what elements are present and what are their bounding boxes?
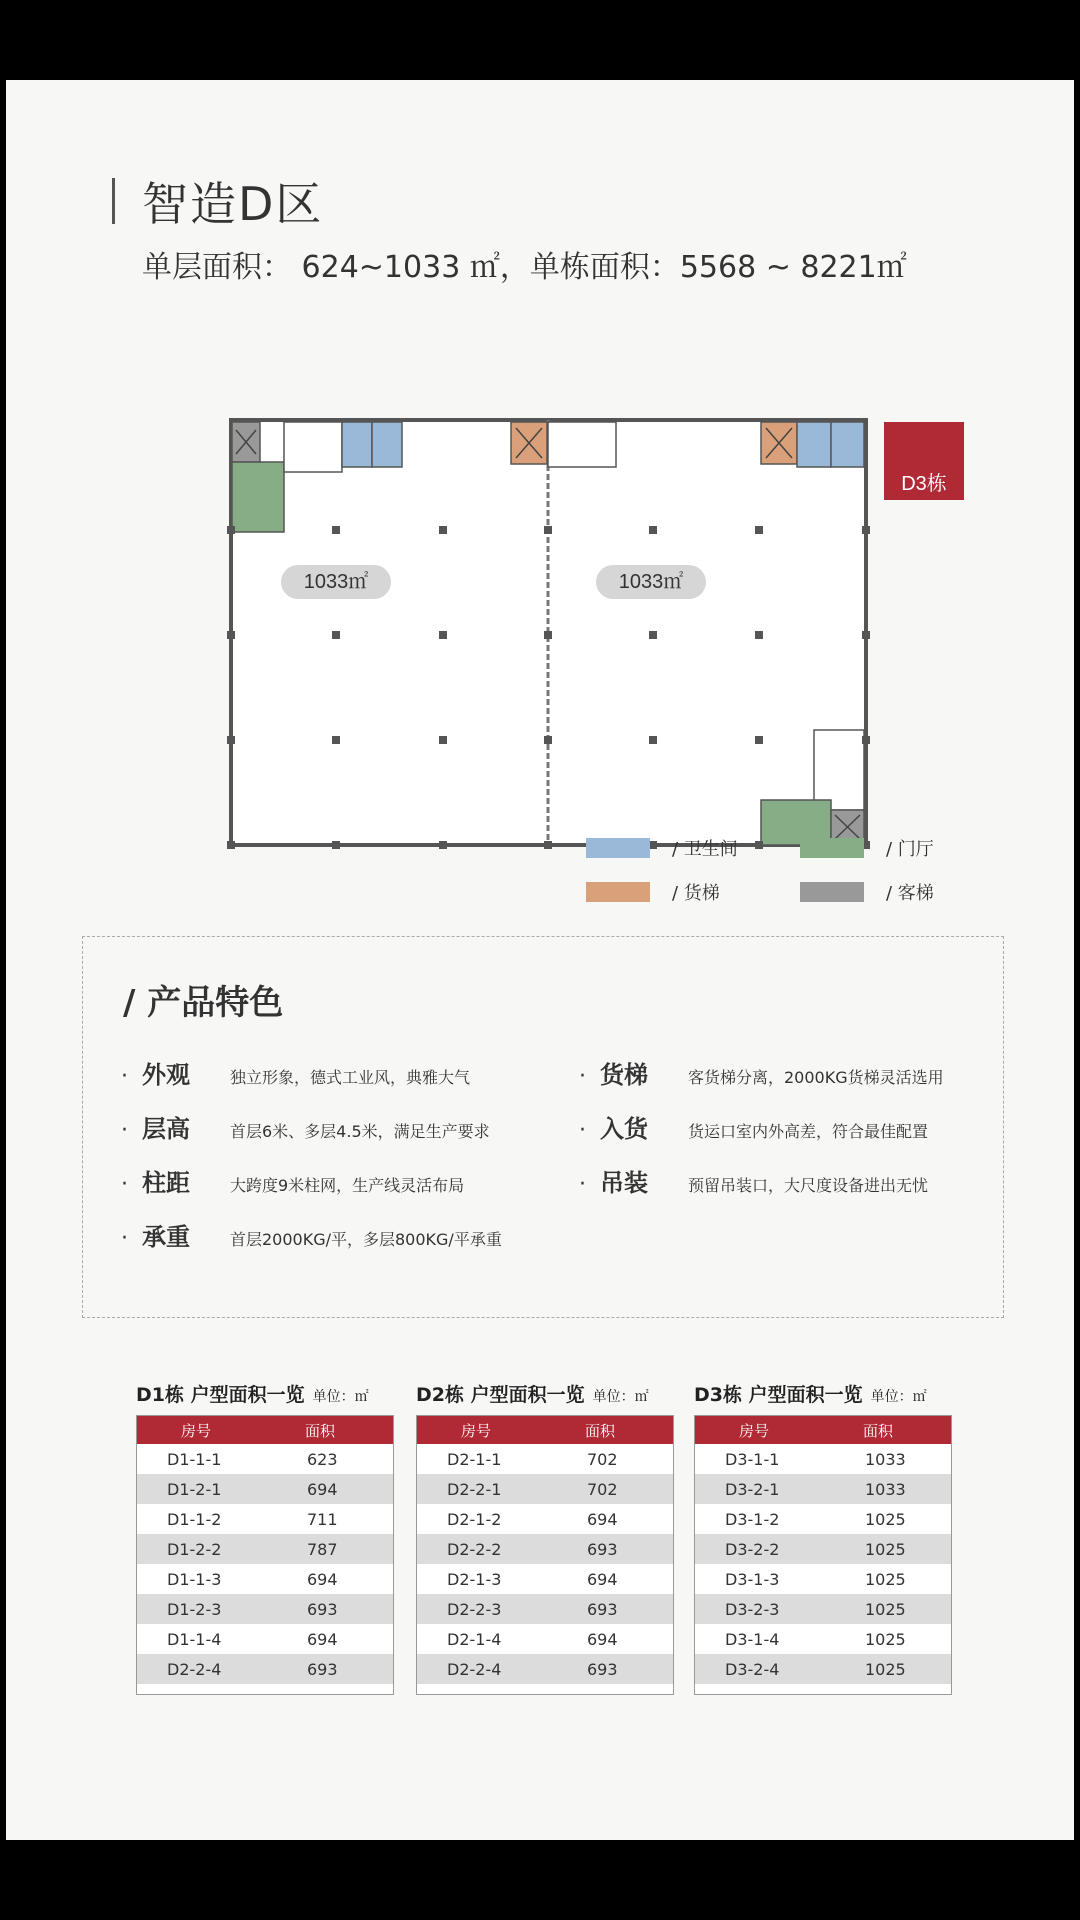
feature-item: · 柱距 大跨度9米柱网，生产线灵活布局 (121, 1169, 465, 1197)
column-marker (649, 526, 657, 534)
column-marker (544, 526, 552, 534)
column-marker (544, 631, 552, 639)
column-marker (649, 631, 657, 639)
table-row: D1-1-4 694 (167, 1629, 338, 1649)
table-row: D2-2-4 693 (137, 1654, 393, 1684)
column-marker (862, 631, 870, 639)
lobby-left (232, 462, 284, 532)
feature-item: · 外观 独立形象，德式工业风，典雅大气 (121, 1061, 471, 1089)
legend-swatch-freight-elevator (586, 882, 650, 902)
column-marker (227, 526, 235, 534)
column-marker (755, 736, 763, 744)
page-title: 智造D区 (142, 177, 324, 231)
table-header-row: 房号 面积 (417, 1416, 673, 1444)
legend-item-passenger-elevator: / 客梯 (800, 879, 934, 905)
table-row: D1-2-1 694 (137, 1474, 393, 1504)
table-row: D1-1-2 711 (167, 1509, 338, 1529)
column-marker (649, 736, 657, 744)
column-marker (227, 631, 235, 639)
unit-area-left: 1033㎡ (303, 571, 369, 593)
column-marker (755, 526, 763, 534)
table-row: D3-2-2 1025 (695, 1534, 951, 1564)
area-table (694, 1415, 952, 1695)
table-row: D3-1-2 1025 (725, 1509, 906, 1529)
column-marker (544, 736, 552, 744)
table-row: D2-2-2 693 (417, 1534, 673, 1564)
stair-right (814, 730, 864, 810)
table-title: D2栋 户型面积一览 单位：㎡ (416, 1384, 649, 1406)
table-row: D3-2-1 1033 (695, 1474, 951, 1504)
restroom-left-a (342, 422, 372, 467)
column-marker (439, 736, 447, 744)
building-label: D3栋 (901, 473, 947, 495)
restroom-right-b (831, 422, 864, 467)
column-marker (332, 526, 340, 534)
feature-item: · 入货 货运口室内外高差，符合最佳配置 (579, 1115, 929, 1143)
table-header-row: 房号 面积 (137, 1416, 393, 1444)
table-title: D3栋 户型面积一览 单位：㎡ (694, 1384, 927, 1406)
column-marker (332, 736, 340, 744)
column-marker (439, 841, 447, 849)
area-table-block (416, 1380, 672, 1695)
stair-center (548, 422, 616, 467)
table-row: D3-1-4 1025 (725, 1629, 906, 1649)
table-row: D2-1-4 694 (447, 1629, 618, 1649)
stair-left (284, 422, 342, 472)
area-table (136, 1415, 394, 1695)
legend-swatch-restroom (586, 838, 650, 858)
column-marker (862, 526, 870, 534)
table-row: D2-2-4 693 (417, 1654, 673, 1684)
legend-item-freight-elevator: / 货梯 (586, 879, 720, 905)
feature-item: · 承重 首层2000KG/平，多层800KG/平承重 (121, 1223, 502, 1251)
area-subtitle: 单层面积： 624~1033 ㎡，单栋面积：5568 ~ 8221㎡ (142, 250, 907, 285)
legend-item-restroom: / 卫生间 (586, 835, 738, 861)
feature-item: · 货梯 客货梯分离，2000KG货梯灵活选用 (579, 1061, 944, 1089)
column-marker (332, 631, 340, 639)
table-row: D3-1-3 1025 (725, 1569, 906, 1589)
table-title: D1栋 户型面积一览 单位：㎡ (136, 1384, 369, 1406)
table-row: D3-2-3 1025 (695, 1594, 951, 1624)
table-row: D2-2-1 702 (417, 1474, 673, 1504)
table-row: D3-2-4 1025 (695, 1654, 951, 1684)
feature-item: · 层高 首层6米、多层4.5米，满足生产要求 (121, 1115, 490, 1143)
column-marker (862, 736, 870, 744)
column-marker (439, 631, 447, 639)
product-features-box (82, 936, 1004, 1318)
legend-swatch-passenger-elevator (800, 882, 864, 902)
feature-item: · 吊装 预留吊装口，大尺度设备进出无忧 (579, 1169, 929, 1197)
column-marker (755, 631, 763, 639)
legend-swatch-lobby (800, 838, 864, 858)
area-table-block (136, 1380, 392, 1695)
table-row: D1-1-1 623 (167, 1449, 338, 1469)
column-marker (439, 526, 447, 534)
column-marker (544, 841, 552, 849)
table-row: D1-2-2 787 (137, 1534, 393, 1564)
table-row: D3-1-1 1033 (725, 1449, 906, 1469)
brochure-page (6, 80, 1074, 1840)
legend-item-lobby: / 门厅 (800, 835, 934, 861)
table-row: D2-1-3 694 (447, 1569, 618, 1589)
floor-plan (196, 330, 976, 890)
table-row: D1-1-3 694 (167, 1569, 338, 1589)
features-title: / 产品特色 (123, 983, 284, 1023)
table-row: D2-1-2 694 (447, 1509, 618, 1529)
table-row: D1-2-3 693 (137, 1594, 393, 1624)
area-table-block (694, 1380, 950, 1695)
column-marker (227, 841, 235, 849)
column-marker (227, 736, 235, 744)
unit-area-right: 1033㎡ (618, 571, 684, 593)
table-row: D2-2-3 693 (417, 1594, 673, 1624)
title-accent-bar (112, 178, 115, 224)
area-table (416, 1415, 674, 1695)
table-header-row: 房号 面积 (695, 1416, 951, 1444)
restroom-right-a (797, 422, 831, 467)
restroom-left-b (372, 422, 402, 467)
column-marker (332, 841, 340, 849)
table-row: D2-1-1 702 (447, 1449, 618, 1469)
floor-plan-legend (586, 835, 1006, 915)
